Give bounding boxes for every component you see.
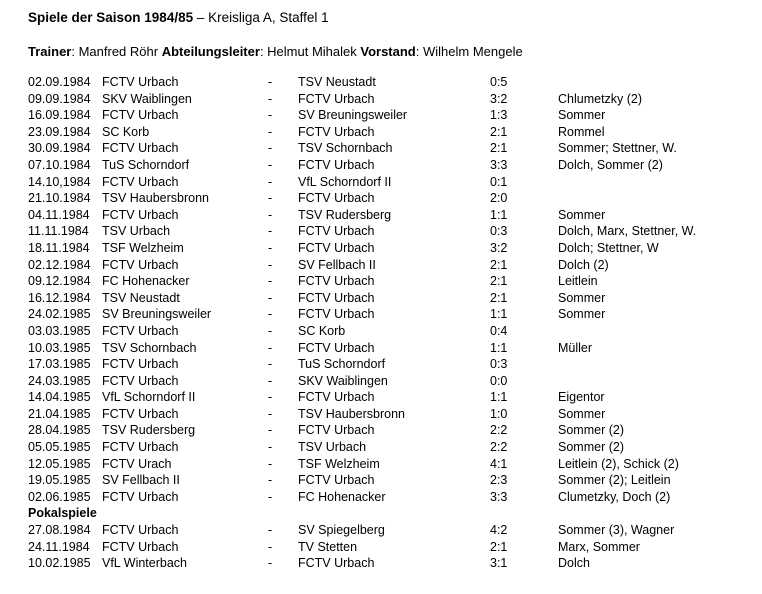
match-home-team: FCTV Urbach [102,440,179,455]
match-away-team: SV Fellbach II [298,257,376,272]
match-home-team: VfL Schorndorf II [102,390,196,405]
match-home-team: FCTV Urbach [102,141,179,156]
match-score: 2:1 [490,124,508,139]
match-home-team: TSF Welzheim [102,240,184,255]
match-scorers: Dolch; Stettner, W [558,240,659,255]
table-row [28,422,748,439]
match-score: 1:0 [490,406,508,421]
staff-value-1: Helmut Mihalek [267,44,361,59]
match-scorers: Sommer (2); Leitlein [558,473,671,488]
matches-table [28,74,748,572]
table-row [28,257,748,274]
match-away-team: TSV Urbach [298,440,367,455]
match-home-team: FCTV Urbach [102,108,179,123]
match-date: 19.05.1985 [28,473,91,488]
match-home-team: FCTV Urbach [102,373,179,388]
table-row [28,290,748,307]
match-score: 2:1 [490,257,508,272]
match-score: 1:1 [490,340,508,355]
match-score: 1:3 [490,108,508,123]
match-home-team: VfL Winterbach [102,556,187,571]
match-date: 30.09.1984 [28,141,91,156]
match-away-team: FCTV Urbach [298,340,375,355]
match-home-team: FCTV Urbach [102,406,179,421]
match-date: 14.10,1984 [28,174,91,189]
match-date: 04.11.1984 [28,207,90,222]
match-home-team: FCTV Urbach [102,257,179,272]
match-away-team: FCTV Urbach [298,290,375,305]
match-scorers: Leitlein [558,274,598,289]
match-separator: - [268,257,273,272]
match-scorers: Sommer (3), Wagner [558,523,675,538]
match-away-team: FCTV Urbach [298,191,375,206]
match-home-team: FCTV Urbach [102,539,179,554]
match-separator: - [268,174,273,189]
match-date: 03.03.1985 [28,323,91,338]
match-away-team: FCTV Urbach [298,390,375,405]
match-scorers [558,190,748,207]
match-date: 23.09.1984 [28,124,91,139]
match-score: 3:2 [490,91,508,106]
match-home-team: SV Breuningsweiler [102,307,212,322]
section-header-filler [102,505,748,522]
match-away-team: SC Korb [298,323,346,338]
table-row [28,273,748,290]
table-row [28,157,748,174]
match-date: 18.11.1984 [28,240,90,255]
match-date: 24.02.1985 [28,307,91,322]
table-row [28,74,748,91]
match-date: 28.04.1985 [28,423,91,438]
match-date: 07.10.1984 [28,157,91,172]
match-date: 16.09.1984 [28,108,91,123]
table-row [28,356,748,373]
match-date: 02.06.1985 [28,489,91,504]
match-scorers [558,174,748,191]
match-score: 1:1 [490,307,508,322]
page-title [28,10,329,25]
match-score: 0:0 [490,373,508,388]
match-separator: - [268,75,273,89]
page-title-rest: – Kreisliga A, Staffel 1 [193,10,329,25]
matches-table-body [28,74,748,572]
match-away-team: FCTV Urbach [298,240,375,255]
match-scorers: Clumetzky, Doch (2) [558,489,671,504]
match-date: 02.09.1984 [28,75,91,89]
match-score: 2:0 [490,191,508,206]
match-away-team: TSV Rudersberg [298,207,392,222]
match-date: 02.12.1984 [28,257,91,272]
match-home-team: TSV Urbach [102,224,171,239]
match-away-team: FCTV Urbach [298,423,375,438]
match-away-team: SKV Waiblingen [298,373,388,388]
match-scorers: Chlumetzky (2) [558,91,643,106]
match-home-team: FCTV Urbach [102,207,179,222]
match-score: 0:4 [490,323,508,338]
match-separator: - [268,390,273,405]
match-away-team: TSV Schornbach [298,141,393,156]
match-date: 10.03.1985 [28,340,91,355]
match-date: 12.05.1985 [28,456,91,471]
match-scorers: Sommer [558,290,606,305]
match-separator: - [268,224,273,239]
match-scorers: Leitlein (2), Schick (2) [558,456,679,471]
match-scorers: Dolch, Sommer (2) [558,157,663,172]
match-away-team: FCTV Urbach [298,307,375,322]
match-separator: - [268,290,273,305]
match-score: 2:2 [490,440,508,455]
match-away-team: TSF Welzheim [298,456,380,471]
match-separator: - [268,191,273,206]
match-separator: - [268,423,273,438]
match-home-team: FCTV Urbach [102,75,179,89]
table-row [28,555,748,572]
match-home-team: TuS Schorndorf [102,157,190,172]
match-score: 4:2 [490,523,508,538]
match-separator: - [268,556,273,571]
match-away-team: FC Hohenacker [298,489,386,504]
match-scorers: Sommer [558,108,606,123]
match-home-team: FCTV Urbach [102,323,179,338]
match-date: 14.04.1985 [28,390,91,405]
match-separator: - [268,141,273,156]
match-date: 24.11.1984 [28,539,90,554]
match-date: 09.09.1984 [28,91,91,106]
match-score: 0:5 [490,75,508,89]
match-score: 3:3 [490,157,508,172]
match-score: 2:2 [490,423,508,438]
match-separator: - [268,240,273,255]
match-home-team: FCTV Urbach [102,174,179,189]
match-separator: - [268,207,273,222]
match-away-team: SV Breuningsweiler [298,108,408,123]
match-away-team: TuS Schorndorf [298,357,386,372]
staff-label-0: Trainer [28,44,72,59]
staff-value-2: Wilhelm Mengele [423,44,523,59]
match-separator: - [268,157,273,172]
match-score: 3:2 [490,240,508,255]
match-date: 09.12.1984 [28,274,91,289]
match-date: 17.03.1985 [28,357,91,372]
match-away-team: SV Spiegelberg [298,523,385,538]
table-row [28,240,748,257]
match-scorers: Dolch [558,556,590,571]
match-home-team: FCTV Urbach [102,489,179,504]
match-separator: - [268,307,273,322]
match-date: 16.12.1984 [28,290,91,305]
table-row [28,91,748,108]
match-date: 21.04.1985 [28,406,91,421]
match-scorers: Rommel [558,124,605,139]
match-away-team: FCTV Urbach [298,157,375,172]
match-separator: - [268,124,273,139]
match-home-team: SKV Waiblingen [102,91,192,106]
match-score: 0:3 [490,224,508,239]
match-scorers: Dolch, Marx, Stettner, W. [558,224,697,239]
section-header-row [28,505,748,522]
match-score: 0:1 [490,174,508,189]
match-home-team: TSV Rudersberg [102,423,196,438]
match-home-team: FCTV Urbach [102,523,179,538]
match-home-team: SV Fellbach II [102,473,180,488]
match-score: 1:1 [490,207,508,222]
match-away-team: FCTV Urbach [298,124,375,139]
match-score: 3:3 [490,489,508,504]
match-away-team: FCTV Urbach [298,556,375,571]
match-away-team: FCTV Urbach [298,224,375,239]
table-row [28,207,748,224]
match-separator: - [268,473,273,488]
match-scorers [558,74,748,91]
match-score: 2:1 [490,141,508,156]
match-away-team: FCTV Urbach [298,473,375,488]
match-away-team: VfL Schorndorf II [298,174,392,189]
match-score: 2:1 [490,290,508,305]
match-scorers [558,356,748,373]
match-separator: - [268,539,273,554]
match-separator: - [268,440,273,455]
table-row [28,489,748,506]
match-date: 27.08.1984 [28,523,91,538]
match-score: 2:1 [490,274,508,289]
match-score: 2:3 [490,473,508,488]
staff-separator-1: : [259,44,268,59]
match-scorers: Sommer [558,207,606,222]
match-home-team: FC Hohenacker [102,274,190,289]
table-row [28,223,748,240]
match-separator: - [268,523,273,538]
table-row [28,406,748,423]
staff-label-2: Vorstand [360,44,416,59]
match-scorers [558,323,748,340]
match-home-team: FCTV Urbach [102,357,179,372]
staff-separator-2: : [415,44,423,59]
match-away-team: TSV Neustadt [298,75,376,89]
match-score: 4:1 [490,456,508,471]
match-away-team: FCTV Urbach [298,91,375,106]
match-home-team: SC Korb [102,124,150,139]
table-row [28,323,748,340]
match-home-team: FCTV Urach [102,456,172,471]
table-row [28,472,748,489]
match-scorers: Sommer [558,307,606,322]
match-scorers: Sommer (2) [558,423,624,438]
match-separator: - [268,406,273,421]
table-row [28,340,748,357]
table-row [28,140,748,157]
staff-label-1: Abteilungsleiter [161,44,260,59]
staff-value-0: Manfred Röhr [78,44,162,59]
staff-line [28,44,523,59]
section-header-label: Pokalspiele [28,506,97,521]
match-separator: - [268,91,273,106]
table-row [28,107,748,124]
table-row [28,539,748,556]
match-away-team: TSV Haubersbronn [298,406,406,421]
table-row [28,124,748,141]
match-date: 05.05.1985 [28,440,91,455]
match-date: 10.02.1985 [28,556,91,571]
table-row [28,439,748,456]
match-separator: - [268,373,273,388]
match-date: 11.11.1984 [28,224,89,239]
match-scorers: Sommer [558,406,606,421]
staff-separator-0: : [71,44,79,59]
match-date: 21.10.1984 [28,191,91,206]
match-separator: - [268,108,273,123]
match-date: 24.03.1985 [28,373,91,388]
match-scorers: Sommer (2) [558,440,624,455]
table-row [28,306,748,323]
match-scorers: Sommer; Stettner, W. [558,141,677,156]
table-row [28,522,748,539]
match-separator: - [268,489,273,504]
match-away-team: TV Stetten [298,539,358,554]
match-scorers: Eigentor [558,390,605,405]
match-scorers [558,373,748,390]
table-row [28,174,748,191]
match-score: 2:1 [490,539,508,554]
match-separator: - [268,323,273,338]
match-score: 3:1 [490,556,508,571]
match-scorers: Müller [558,340,593,355]
match-home-team: TSV Neustadt [102,290,180,305]
table-row [28,389,748,406]
table-row [28,373,748,390]
match-score: 1:1 [490,390,508,405]
match-separator: - [268,340,273,355]
match-separator: - [268,274,273,289]
match-scorers: Marx, Sommer [558,539,640,554]
match-separator: - [268,456,273,471]
match-away-team: FCTV Urbach [298,274,375,289]
table-row [28,190,748,207]
match-score: 0:3 [490,357,508,372]
match-home-team: TSV Schornbach [102,340,197,355]
table-row [28,456,748,473]
match-scorers: Dolch (2) [558,257,609,272]
page-title-bold: Spiele der Saison 1984/85 [28,10,194,25]
match-home-team: TSV Haubersbronn [102,191,210,206]
match-separator: - [268,357,273,372]
